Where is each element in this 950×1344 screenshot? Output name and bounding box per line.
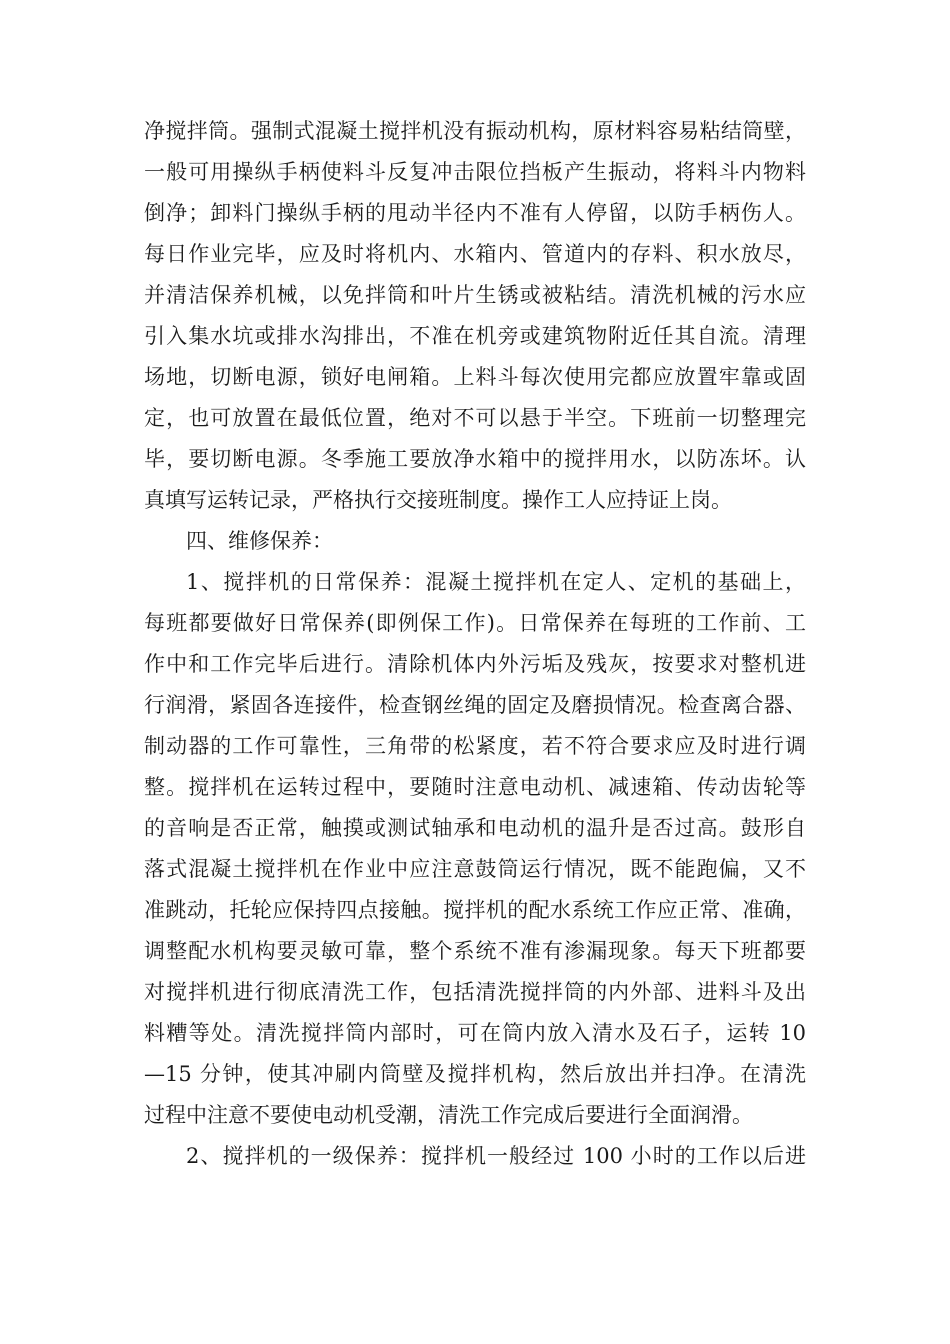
text-line: 真填写运转记录，严格执行交接班制度。操作工人应持证上岗。 [144,488,732,512]
text-line: 每班都要做好日常保养(即例保工作)。日常保养在每班的工作前、工 [144,611,806,635]
text-line: 并清洁保养机械，以免拌筒和叶片生锈或被粘结。清洗机械的污水应 [144,283,806,307]
text-line: 场地，切断电源，锁好电闸箱。上料斗每次使用完都应放置牢靠或固 [144,365,806,389]
text-line: —15 分钟，使其冲刷内筒壁及搅拌机构，然后放出并扫净。在清洗 [144,1062,806,1086]
text-line: 料糟等处。清洗搅拌筒内部时，可在筒内放入清水及石子，运转 10 [144,1021,806,1045]
text-line: 行润滑，紧固各连接件，检查钢丝绳的固定及磨损情况。检查离合器、 [144,693,806,717]
text-line: 对搅拌机进行彻底清洗工作，包括清洗搅拌筒的内外部、进料斗及出 [144,980,806,1004]
text-line: 过程中注意不要使电动机受潮，清洗工作完成后要进行全面润滑。 [144,1103,753,1127]
text-line: 调整配水机构要灵敏可靠，整个系统不准有渗漏现象。每天下班都要 [144,939,806,963]
text-line: 2、搅拌机的一级保养：搅拌机一般经过 100 小时的工作以后进 [186,1144,806,1168]
text-line: 四、维修保养： [186,529,333,553]
text-line: 准跳动，托轮应保持四点接触。搅拌机的配水系统工作应正常、准确， [144,898,806,922]
text-line: 整。搅拌机在运转过程中，要随时注意电动机、减速箱、传动齿轮等 [144,775,806,799]
text-line: 一般可用操纵手柄使料斗反复冲击限位挡板产生振动，将料斗内物料 [144,160,806,184]
text-line: 净搅拌筒。强制式混凝土搅拌机没有振动机构，原材料容易粘结筒壁， [144,119,806,143]
body-text [144,111,806,1177]
text-line: 每日作业完毕，应及时将机内、水箱内、管道内的存料、积水放尽， [144,242,806,266]
text-line: 制动器的工作可靠性，三角带的松紧度，若不符合要求应及时进行调 [144,734,806,758]
text-line: 毕，要切断电源。冬季施工要放净水箱中的搅拌用水，以防冻坏。认 [144,447,806,471]
text-line: 1、搅拌机的日常保养：混凝土搅拌机在定人、定机的基础上， [186,570,806,594]
text-line: 落式混凝土搅拌机在作业中应注意鼓筒运行情况，既不能跑偏，又不 [144,857,806,881]
text-line: 的音响是否正常，触摸或测试轴承和电动机的温升是否过高。鼓形自 [144,816,806,840]
text-line: 定，也可放置在最低位置，绝对不可以悬于半空。下班前一切整理完 [144,406,806,430]
text-line: 倒净；卸料门操纵手柄的甩动半径内不准有人停留，以防手柄伤人。 [144,201,806,225]
text-line: 作中和工作完毕后进行。清除机体内外污垢及残灰，按要求对整机进 [144,652,806,676]
text-line: 引入集水坑或排水沟排出，不准在机旁或建筑物附近任其自流。清理 [144,324,806,348]
